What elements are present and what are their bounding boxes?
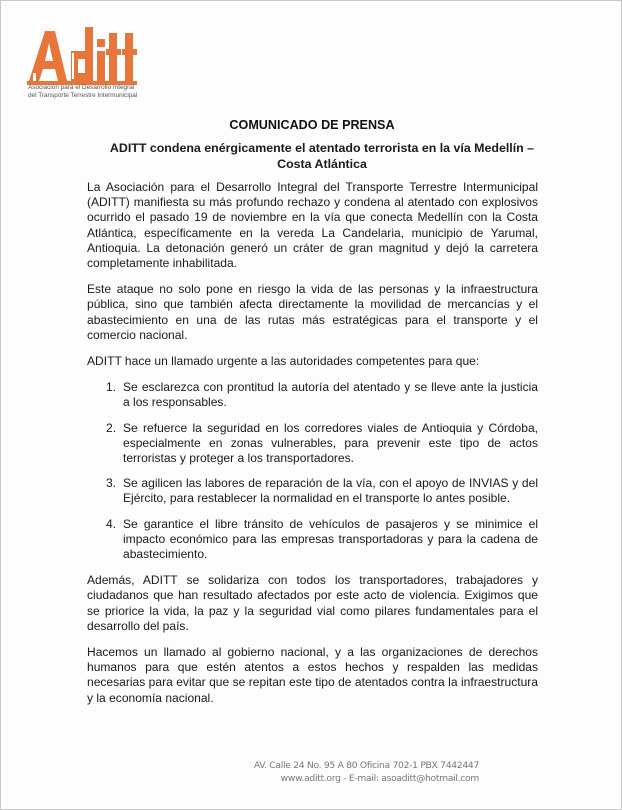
- paragraph-impact: Este ataque no solo pone en riesgo la vida de las personas y la infraestructura pública, sino que también afecta directamente la movilidad de mercancías y el abastecimiento en una de las rutas más estratégicas para el transporte y el comercio nacional.: [87, 282, 538, 342]
- press-release-subtitle: ADITT condena enérgicamente el atentado terrorista en la vía Medellín – Costa Atlántica: [109, 141, 535, 171]
- list-item-number: 3.: [106, 476, 117, 491]
- page-title: COMUNICADO DE PRENSA: [229, 118, 395, 132]
- list-item-number: 4.: [106, 516, 117, 531]
- list-item-text: Se garantice el libre tránsito de vehículos de pasajeros y se minimice el impacto económico para las empresas transportadoras y para la cadena de abastecimiento.: [123, 516, 538, 562]
- list-item-text: Se agilicen las labores de reparación de la vía, con el apoyo de INVIAS y del Ejército, para restablecer la normalidad en el transporte lo antes posible.: [123, 476, 538, 506]
- paragraph-solidarity: Además, ADITT se solidariza con todos los transportadores, trabajadores y ciudadanos que han resultado afectados por este acto de violencia. Exigimos que se priorice la vida, la paz y la seguridad vial como pilares fundamentales para el desarrollo del país.: [87, 573, 538, 633]
- footer-contact: www.aditt.org - E-mail: asoaditt@hotmail.com: [280, 772, 479, 784]
- list-item: [87, 517, 538, 563]
- list-item-text: Se refuerce la seguridad en los corredores viales de Antioquia y Córdoba, especialmente en zonas vulnerables, para prevenir este tipo de actos terroristas y proteger a los transportadores.: [123, 420, 538, 466]
- logo-caption-line1: Asociación para el Desarrollo Integral: [28, 84, 135, 91]
- footer: [241, 760, 479, 785]
- paragraph-intro: La Asociación para el Desarrollo Integral del Transporte Terrestre Intermunicipal (ADITT) manifiesta su más profundo rechazo y condena al atentado con explosivos ocurrido el pasado 19 de noviembre en la vía que conecta Medellín con la Costa Atlántica, específicamente en la vereda La Candelaria, municipio de Yarumal, Antioquia. La detonación generó un cráter de gran magnitud y dejó la carretera completamente inhabilitada.: [87, 180, 538, 271]
- demands-list: [87, 380, 538, 562]
- paragraph-call: ADITT hace un llamado urgente a las autoridades competentes para que:: [87, 354, 480, 369]
- logo-caption-line2: del Transporte Terrestre Intermunicipal: [28, 92, 138, 99]
- list-item-number: 2.: [106, 420, 117, 435]
- list-item-text: Se esclarezca con prontitud la autoría del atentado y se lleve ante la justicia a los responsables.: [123, 380, 538, 410]
- logo-caption: [28, 84, 163, 100]
- list-item: [87, 421, 538, 467]
- list-item-number: 1.: [106, 380, 117, 395]
- document-body: [87, 180, 538, 717]
- list-item: [87, 476, 538, 506]
- footer-address: AV. Calle 24 No. 95 A 80 Oficina 702-1 PBX 7442447: [253, 760, 479, 771]
- paragraph-closing: Hacemos un llamado al gobierno nacional, y a las organizaciones de derechos humanos para que estén atentos a estos hechos y respalden las medidas necesarias para evitar que se repitan este tipo de atentados contra la infraestructura y la economía nacional.: [87, 645, 538, 705]
- list-item: [87, 380, 538, 410]
